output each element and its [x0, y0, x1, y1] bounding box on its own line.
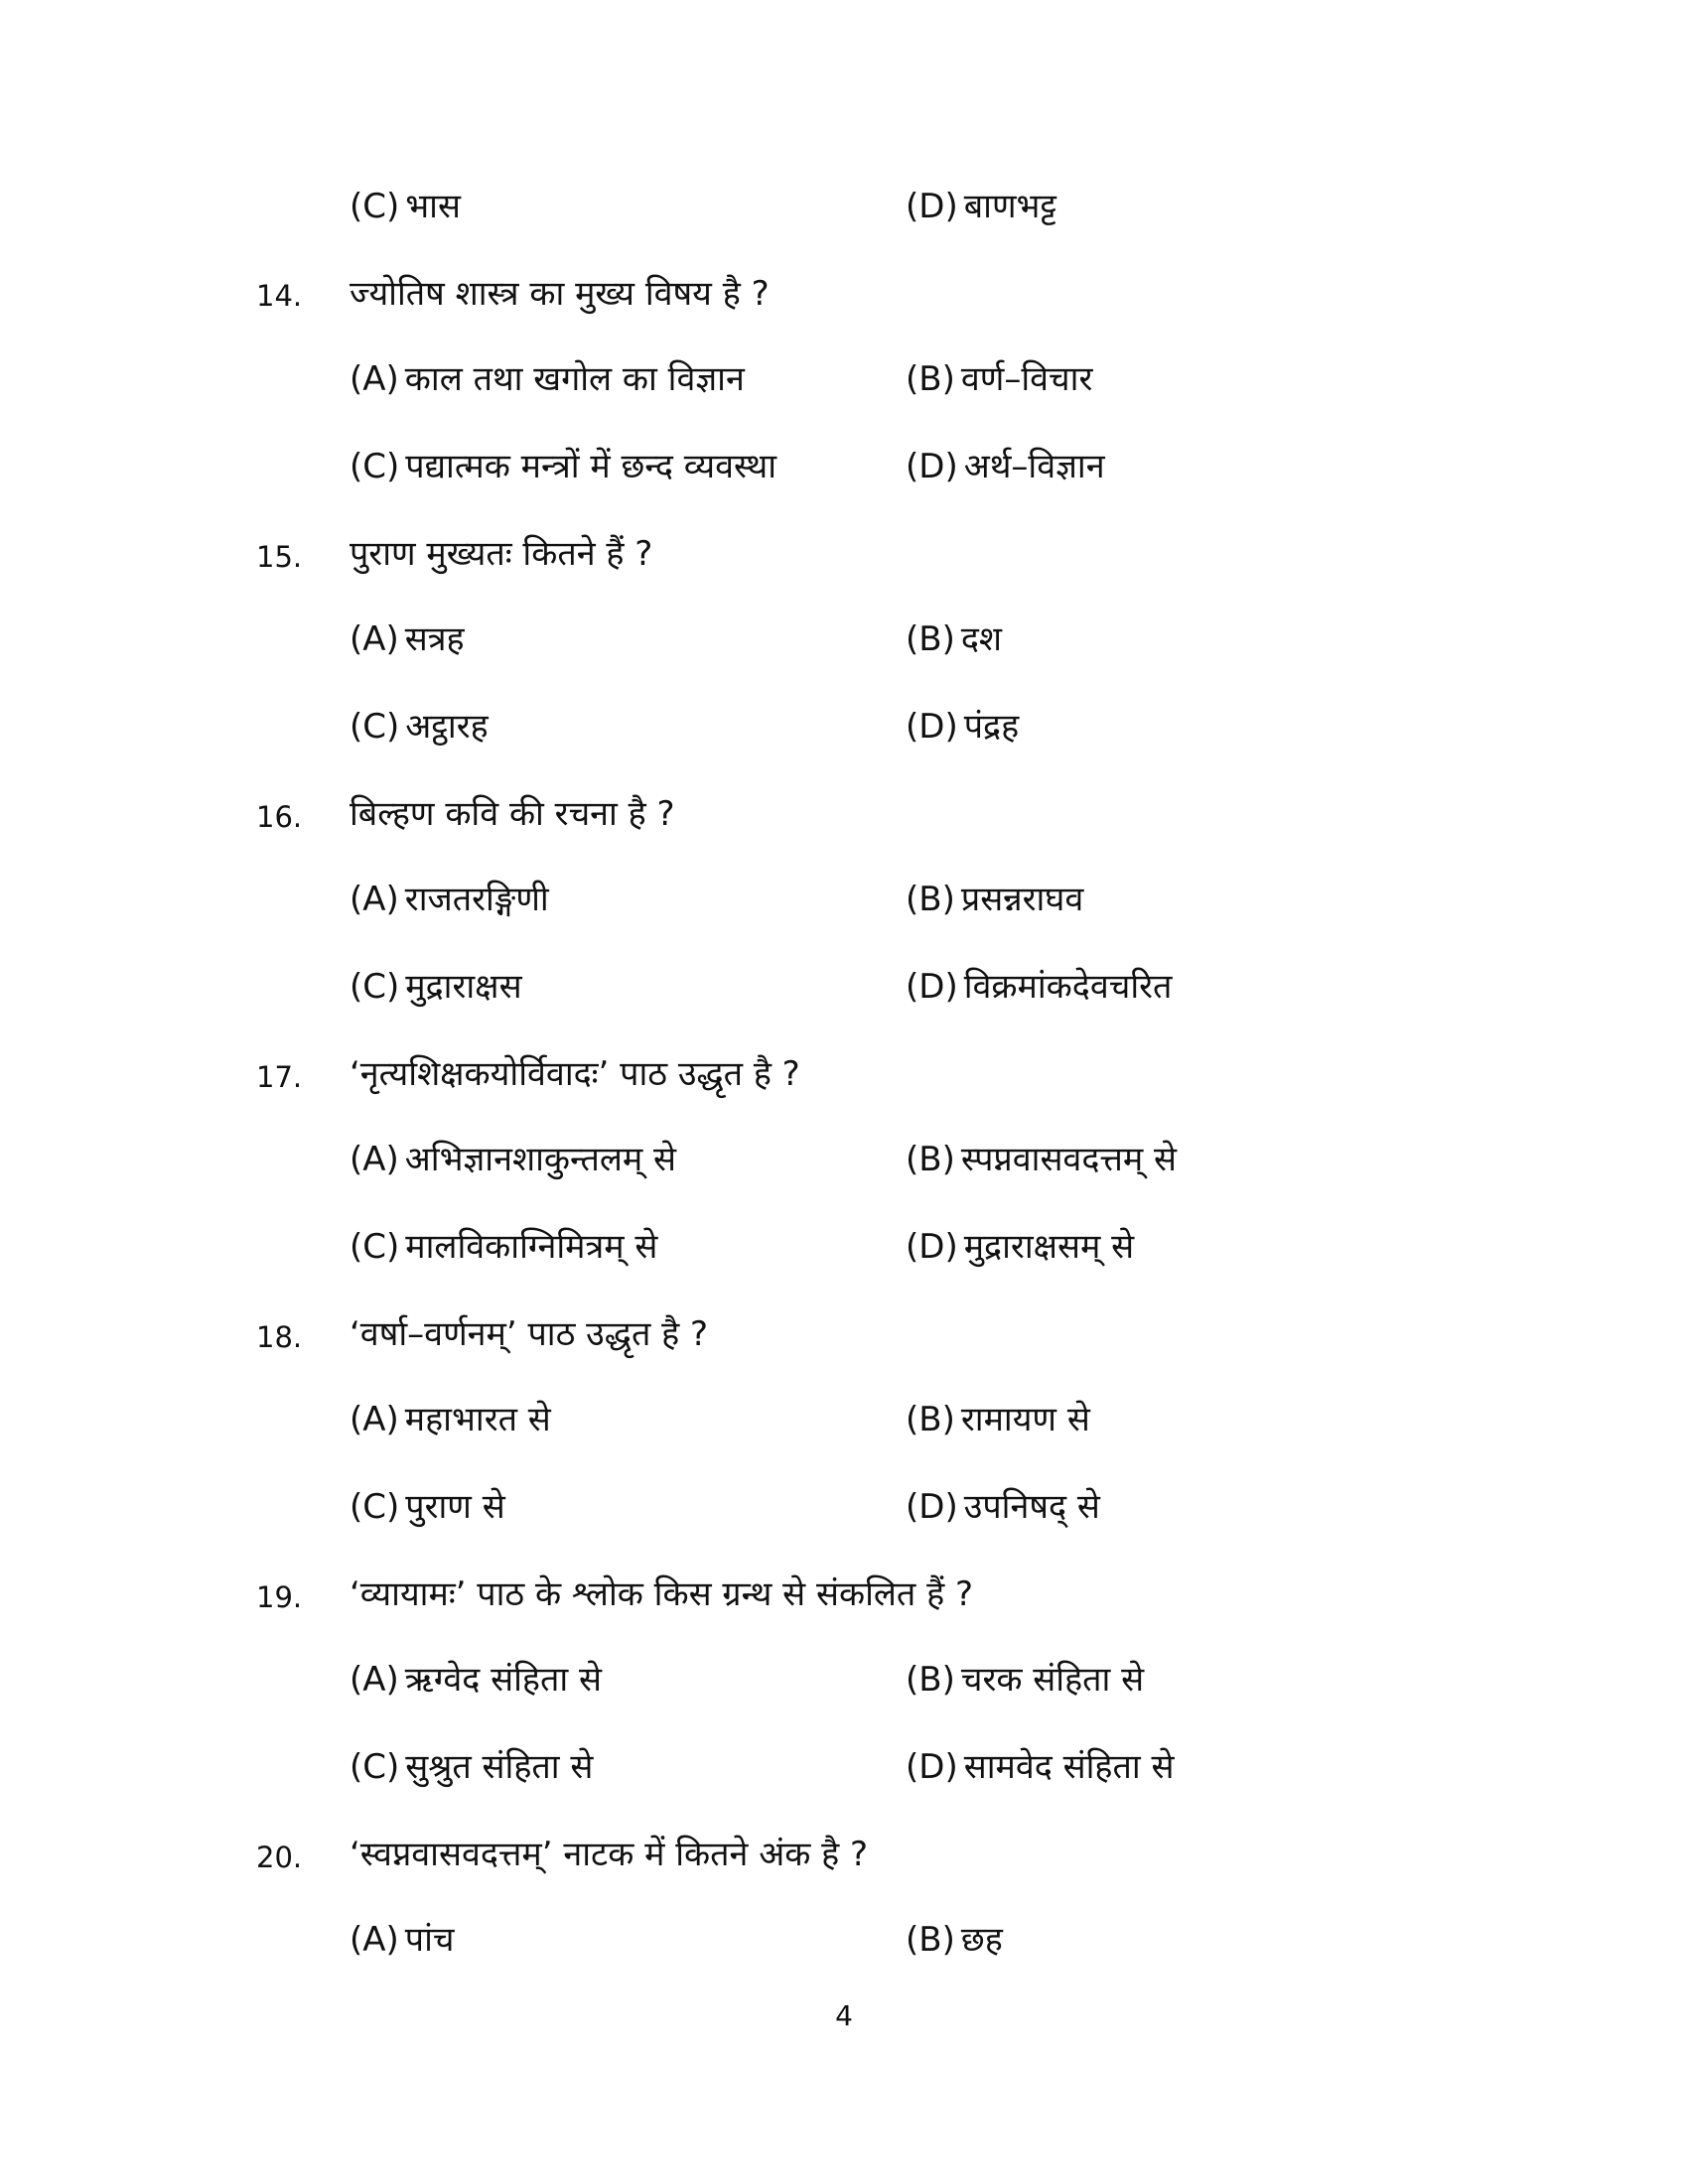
- option-label: (C): [350, 967, 400, 1007]
- option-text: राजतरङ्गिणी: [404, 880, 549, 919]
- option-text: उपनिषद् से: [963, 1487, 1100, 1527]
- option-text: भास: [405, 187, 461, 226]
- option-label: (B): [906, 1140, 955, 1179]
- option-label: (D): [906, 967, 958, 1007]
- question-number: 15.: [256, 540, 303, 574]
- option-label: (D): [906, 1487, 958, 1527]
- option-text: बाणभट्ट: [963, 187, 1057, 226]
- option-label: (C): [350, 447, 400, 486]
- option-label: (D): [906, 1747, 958, 1787]
- option-c: [350, 705, 489, 749]
- option-c: [350, 445, 776, 488]
- option-d: [906, 1225, 1134, 1269]
- question-number: 17.: [256, 1060, 303, 1094]
- option-d: [906, 445, 1105, 488]
- option-label: (B): [906, 619, 955, 659]
- option-label: (A): [350, 1400, 399, 1439]
- option-text: अर्थ–विज्ञान: [963, 447, 1105, 486]
- option-d: [906, 185, 1056, 228]
- question-text: बिल्हण कवि की रचना है ?: [350, 794, 675, 834]
- option-label: (C): [350, 1227, 400, 1267]
- option-text: पद्यात्मक मन्त्रों में छन्द व्यवस्था: [405, 447, 777, 486]
- option-label: (C): [350, 707, 400, 747]
- question-text: ज्योतिष शास्त्र का मुख्य विषय है ?: [350, 274, 770, 314]
- option-label: (B): [906, 1920, 955, 1960]
- option-label: (A): [350, 619, 399, 659]
- option-d: [906, 1745, 1174, 1789]
- option-text: महाभारत से: [404, 1400, 551, 1439]
- option-b: [906, 878, 1083, 921]
- option-b: [906, 1138, 1177, 1181]
- question-text: ‘स्वप्नवासवदत्तम्’ नाटक में कितने अंक है ?: [350, 1835, 869, 1874]
- option-c: [350, 1225, 657, 1269]
- option-a: [350, 1138, 676, 1181]
- option-text: सामवेद संहिता से: [963, 1747, 1175, 1787]
- option-text: वर्ण–विचार: [960, 359, 1093, 399]
- option-label: (B): [906, 1660, 955, 1700]
- option-d: [906, 965, 1172, 1009]
- option-d: [906, 1485, 1100, 1529]
- option-text: ऋग्वेद संहिता से: [404, 1660, 602, 1700]
- option-label: (C): [350, 187, 400, 226]
- option-label: (B): [906, 880, 955, 919]
- question-number: 16.: [256, 800, 303, 834]
- option-label: (A): [350, 1660, 399, 1700]
- question-number: 19.: [256, 1580, 303, 1614]
- option-a: [350, 1918, 455, 1962]
- option-text: सत्रह: [404, 619, 465, 659]
- option-label: (C): [350, 1487, 400, 1527]
- option-text: छह: [960, 1920, 1003, 1960]
- page-number: 4: [835, 1999, 853, 2032]
- option-text: चरक संहिता से: [960, 1660, 1145, 1700]
- option-text: पुराण से: [405, 1487, 505, 1527]
- option-label: (A): [350, 1140, 399, 1179]
- option-label: (B): [906, 359, 955, 399]
- option-text: स्पप्नवासवदत्तम् से: [960, 1140, 1178, 1179]
- option-text: मुद्राराक्षस: [405, 967, 522, 1007]
- option-text: काल तथा खगोल का विज्ञान: [404, 359, 745, 399]
- option-label: (D): [906, 187, 958, 226]
- option-label: (A): [350, 880, 399, 919]
- option-label: (D): [906, 707, 958, 747]
- option-label: (A): [350, 359, 399, 399]
- option-b: [906, 617, 1002, 661]
- option-d: [906, 705, 1019, 749]
- option-text: पंद्रह: [963, 707, 1020, 747]
- question-text: ‘व्यायामः’ पाठ के श्लोक किस ग्रन्थ से संकलित हैं ?: [350, 1574, 974, 1614]
- option-a: [350, 878, 549, 921]
- option-label: (B): [906, 1400, 955, 1439]
- question-number: 18.: [256, 1320, 303, 1354]
- option-text: दश: [960, 619, 1003, 659]
- option-a: [350, 1658, 602, 1702]
- option-c: [350, 965, 522, 1009]
- option-label: (D): [906, 1227, 958, 1267]
- question-number: 14.: [256, 279, 303, 313]
- option-label: (A): [350, 1920, 399, 1960]
- question-number: 20.: [256, 1841, 303, 1874]
- option-c: [350, 1485, 505, 1529]
- option-label: (D): [906, 447, 958, 486]
- option-b: [906, 1658, 1144, 1702]
- option-text: विक्रमांकदेवचरित: [963, 967, 1173, 1007]
- option-text: सुश्रुत संहिता से: [405, 1747, 594, 1787]
- option-a: [350, 617, 465, 661]
- option-c: [350, 185, 461, 228]
- option-a: [350, 1398, 551, 1441]
- option-text: अभिज्ञानशाकुन्तलम् से: [404, 1140, 677, 1179]
- option-c: [350, 1745, 593, 1789]
- option-b: [906, 1398, 1090, 1441]
- option-a: [350, 357, 745, 401]
- option-text: मुद्राराक्षसम् से: [963, 1227, 1135, 1267]
- option-label: (C): [350, 1747, 400, 1787]
- option-text: अट्ठारह: [405, 707, 489, 747]
- question-text: पुराण मुख्यतः कितने हैं ?: [350, 534, 653, 574]
- question-text: ‘वर्षा–वर्णनम्’ पाठ उद्धृत है ?: [350, 1314, 709, 1354]
- option-text: प्रसन्नराघव: [960, 880, 1084, 919]
- option-b: [906, 1918, 1003, 1962]
- option-b: [906, 357, 1092, 401]
- question-text: ‘नृत्यशिक्षकयोर्विवादः’ पाठ उद्धृत है ?: [350, 1054, 800, 1094]
- option-text: मालविकाग्निमित्रम् से: [405, 1227, 658, 1267]
- option-text: रामायण से: [960, 1400, 1090, 1439]
- option-text: पांच: [404, 1920, 455, 1960]
